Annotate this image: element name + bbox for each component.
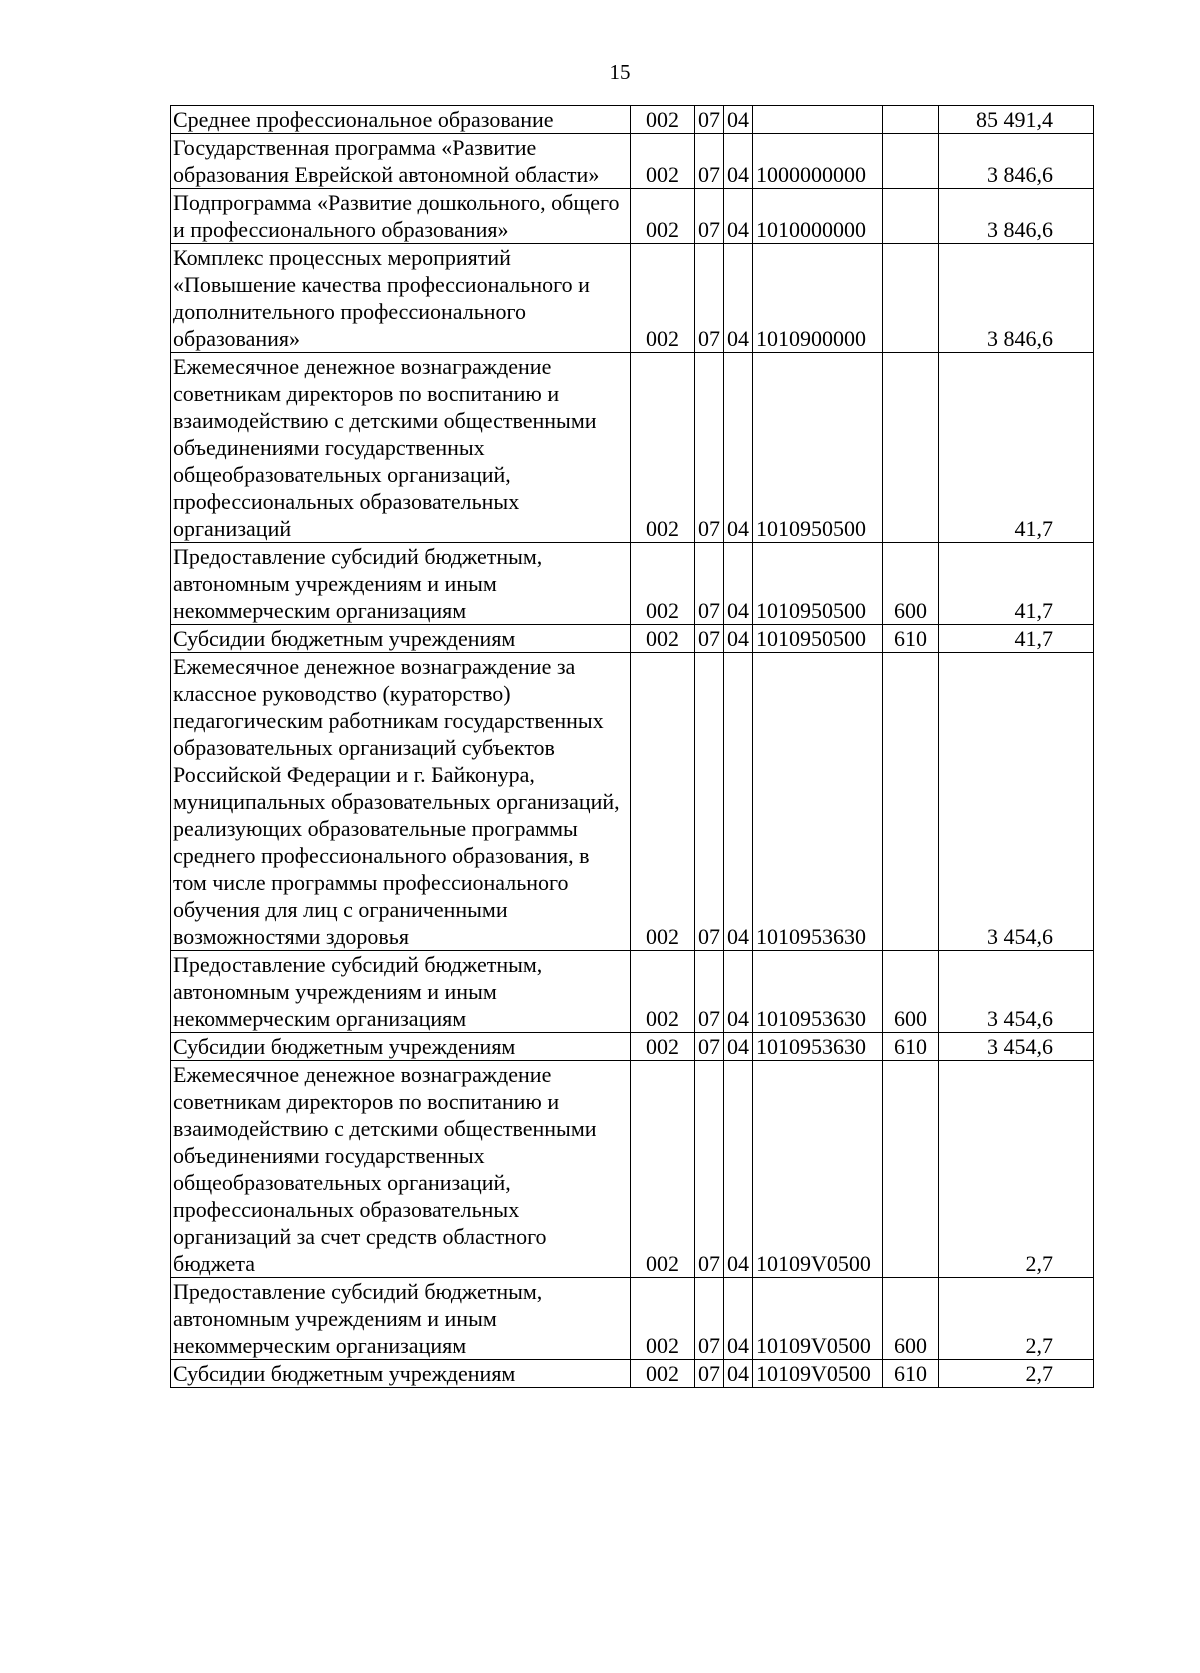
row-target-article-cell: 10109V0500 — [753, 1360, 883, 1388]
row-sum-cell: 85 491,4 — [939, 106, 1094, 134]
row-section-cell: 07 — [695, 1278, 724, 1360]
row-grbs-cell: 002 — [631, 653, 695, 951]
row-sum-cell: 2,7 — [939, 1061, 1094, 1278]
table-row — [171, 244, 1094, 353]
table-body — [171, 106, 1094, 1388]
row-expense-type-cell — [883, 1061, 939, 1278]
row-grbs-cell: 002 — [631, 1360, 695, 1388]
row-section-cell: 07 — [695, 951, 724, 1033]
row-section-cell: 07 — [695, 1061, 724, 1278]
row-sum-cell: 3 846,6 — [939, 134, 1094, 189]
table-row — [171, 1061, 1094, 1278]
row-name-cell: Ежемесячное денежное вознаграждение за классное руководство (кураторство) педагогическим работникам государственных образовательных организаций субъектов Российской Федерации и г. Байконура, муниципальных образовательных организаций, реализующих образовательные программы среднего профессионального образования, в том числе программы профессионального обучения для лиц с ограниченными возможностями здоровья — [171, 653, 631, 951]
row-section-cell: 07 — [695, 1360, 724, 1388]
row-name-cell: Субсидии бюджетным учреждениям — [171, 1033, 631, 1061]
row-target-article-cell: 1010950500 — [753, 543, 883, 625]
row-target-article-cell: 1010950500 — [753, 353, 883, 543]
row-sum-cell: 2,7 — [939, 1278, 1094, 1360]
row-name-cell: Предоставление субсидий бюджетным, автономным учреждениям и иным некоммерческим организациям — [171, 951, 631, 1033]
row-expense-type-cell: 610 — [883, 1033, 939, 1061]
row-name-cell: Предоставление субсидий бюджетным, автономным учреждениям и иным некоммерческим организациям — [171, 543, 631, 625]
row-section-cell: 07 — [695, 625, 724, 653]
row-subsection-cell: 04 — [724, 189, 753, 244]
row-sum-cell: 3 846,6 — [939, 189, 1094, 244]
row-expense-type-cell — [883, 244, 939, 353]
row-section-cell: 07 — [695, 134, 724, 189]
row-sum-cell: 3 454,6 — [939, 951, 1094, 1033]
row-name-cell: Субсидии бюджетным учреждениям — [171, 625, 631, 653]
row-name-cell: Субсидии бюджетным учреждениям — [171, 1360, 631, 1388]
row-target-article-cell: 10109V0500 — [753, 1278, 883, 1360]
table-row — [171, 134, 1094, 189]
row-section-cell: 07 — [695, 543, 724, 625]
row-target-article-cell: 10109V0500 — [753, 1061, 883, 1278]
row-expense-type-cell — [883, 134, 939, 189]
table-row — [171, 353, 1094, 543]
row-subsection-cell: 04 — [724, 1360, 753, 1388]
row-target-article-cell — [753, 106, 883, 134]
row-expense-type-cell — [883, 353, 939, 543]
row-subsection-cell: 04 — [724, 106, 753, 134]
row-target-article-cell: 1010950500 — [753, 625, 883, 653]
row-expense-type-cell — [883, 653, 939, 951]
row-name-cell: Государственная программа «Развитие образования Еврейской автономной области» — [171, 134, 631, 189]
row-name-cell: Ежемесячное денежное вознаграждение советникам директоров по воспитанию и взаимодействию с детскими общественными объединениями государственных общеобразовательных организаций, профессиональных образовательных организаций — [171, 353, 631, 543]
row-grbs-cell: 002 — [631, 353, 695, 543]
row-grbs-cell: 002 — [631, 189, 695, 244]
row-name-cell: Среднее профессиональное образование — [171, 106, 631, 134]
row-name-cell: Ежемесячное денежное вознаграждение советникам директоров по воспитанию и взаимодействию с детскими общественными объединениями государственных общеобразовательных организаций, профессиональных образовательных организаций за счет средств областного бюджета — [171, 1061, 631, 1278]
row-grbs-cell: 002 — [631, 1061, 695, 1278]
row-name-cell: Подпрограмма «Развитие дошкольного, общего и профессионального образования» — [171, 189, 631, 244]
table-row — [171, 1360, 1094, 1388]
row-section-cell: 07 — [695, 244, 724, 353]
row-expense-type-cell: 610 — [883, 1360, 939, 1388]
row-subsection-cell: 04 — [724, 1033, 753, 1061]
row-sum-cell: 41,7 — [939, 353, 1094, 543]
row-subsection-cell: 04 — [724, 543, 753, 625]
row-expense-type-cell — [883, 106, 939, 134]
row-section-cell: 07 — [695, 106, 724, 134]
table-row — [171, 951, 1094, 1033]
row-section-cell: 07 — [695, 1033, 724, 1061]
row-subsection-cell: 04 — [724, 951, 753, 1033]
row-grbs-cell: 002 — [631, 1278, 695, 1360]
row-expense-type-cell: 610 — [883, 625, 939, 653]
row-sum-cell: 41,7 — [939, 543, 1094, 625]
row-target-article-cell: 1000000000 — [753, 134, 883, 189]
row-target-article-cell: 1010953630 — [753, 653, 883, 951]
table-row — [171, 189, 1094, 244]
row-grbs-cell: 002 — [631, 106, 695, 134]
row-target-article-cell: 1010953630 — [753, 1033, 883, 1061]
table-row — [171, 653, 1094, 951]
table-row — [171, 543, 1094, 625]
row-expense-type-cell: 600 — [883, 1278, 939, 1360]
row-sum-cell: 3 454,6 — [939, 1033, 1094, 1061]
row-name-cell: Комплекс процессных мероприятий «Повышение качества профессионального и дополнительного профессионального образования» — [171, 244, 631, 353]
row-target-article-cell: 1010900000 — [753, 244, 883, 353]
table-row — [171, 106, 1094, 134]
row-sum-cell: 2,7 — [939, 1360, 1094, 1388]
row-grbs-cell: 002 — [631, 1033, 695, 1061]
row-grbs-cell: 002 — [631, 134, 695, 189]
row-expense-type-cell: 600 — [883, 951, 939, 1033]
row-grbs-cell: 002 — [631, 543, 695, 625]
budget-table — [170, 105, 1094, 1388]
row-subsection-cell: 04 — [724, 134, 753, 189]
row-section-cell: 07 — [695, 653, 724, 951]
row-target-article-cell: 1010953630 — [753, 951, 883, 1033]
row-sum-cell: 3 454,6 — [939, 653, 1094, 951]
row-subsection-cell: 04 — [724, 1278, 753, 1360]
row-target-article-cell: 1010000000 — [753, 189, 883, 244]
table-row — [171, 1033, 1094, 1061]
row-sum-cell: 3 846,6 — [939, 244, 1094, 353]
row-subsection-cell: 04 — [724, 1061, 753, 1278]
row-section-cell: 07 — [695, 189, 724, 244]
row-subsection-cell: 04 — [724, 244, 753, 353]
row-grbs-cell: 002 — [631, 244, 695, 353]
row-name-cell: Предоставление субсидий бюджетным, автономным учреждениям и иным некоммерческим организациям — [171, 1278, 631, 1360]
row-grbs-cell: 002 — [631, 951, 695, 1033]
row-sum-cell: 41,7 — [939, 625, 1094, 653]
row-grbs-cell: 002 — [631, 625, 695, 653]
row-expense-type-cell — [883, 189, 939, 244]
row-expense-type-cell: 600 — [883, 543, 939, 625]
row-subsection-cell: 04 — [724, 625, 753, 653]
table-row — [171, 1278, 1094, 1360]
row-subsection-cell: 04 — [724, 653, 753, 951]
table-row — [171, 625, 1094, 653]
page-number: 15 — [609, 60, 631, 84]
row-section-cell: 07 — [695, 353, 724, 543]
row-subsection-cell: 04 — [724, 353, 753, 543]
